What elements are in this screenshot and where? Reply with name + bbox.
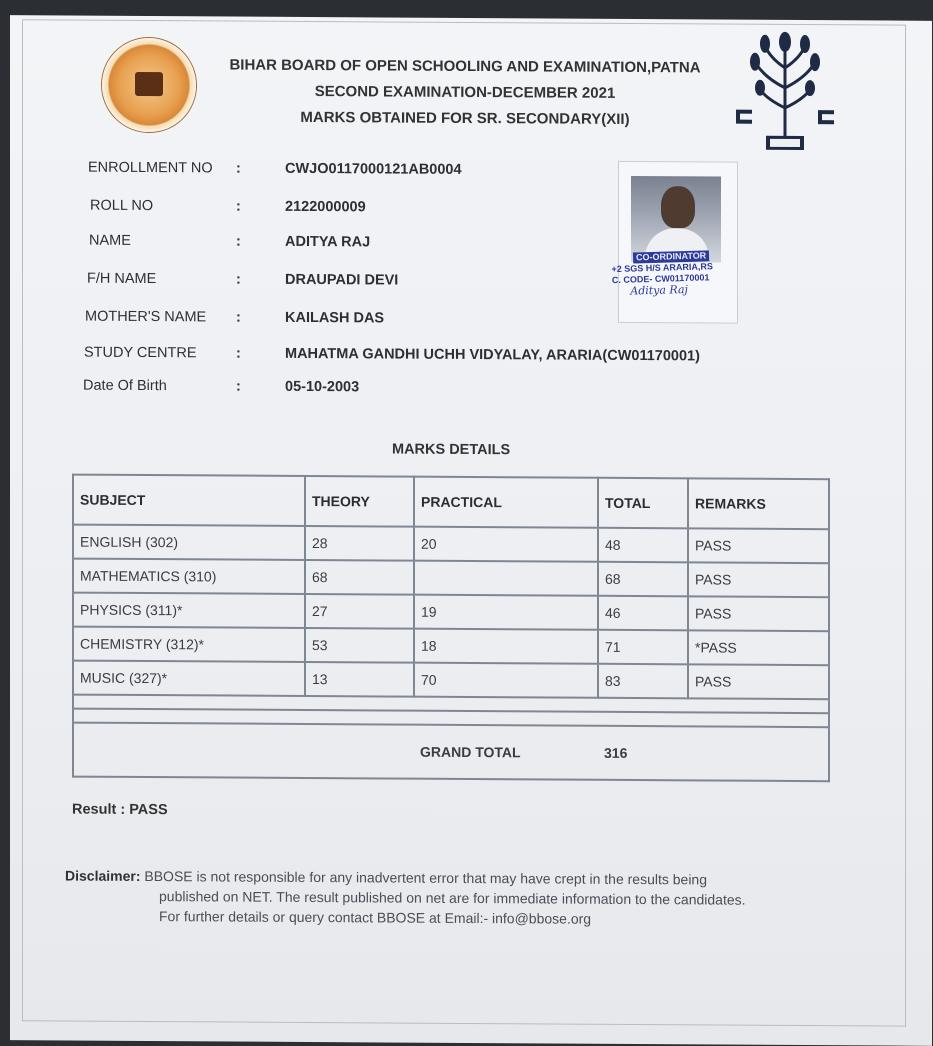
- header: [10, 15, 932, 141]
- marks-heading: MARKS OBTAINED FOR SR. SECONDARY(XII): [300, 108, 630, 128]
- grand-total-label: GRAND TOTAL: [414, 725, 598, 780]
- signature: Aditya Raj: [630, 282, 689, 298]
- col-practical: PRACTICAL: [414, 477, 598, 528]
- total-cell: 71: [598, 630, 688, 665]
- total-cell: 68: [598, 562, 688, 597]
- header-titles: [185, 52, 745, 133]
- remarks-cell: PASS: [688, 528, 829, 563]
- enrollment-label: ENROLLMENT NO: [88, 159, 213, 177]
- table-row: [73, 627, 829, 666]
- centre-value: MAHATMA GANDHI UCHH VIDYALAY, ARARIA(CW01170001): [285, 345, 700, 365]
- practical-cell: [414, 561, 598, 596]
- remarks-cell: PASS: [688, 562, 829, 597]
- subject-cell: MATHEMATICS (310): [73, 559, 305, 594]
- col-remarks: REMARKS: [688, 478, 829, 529]
- table-row: [73, 525, 829, 564]
- subject-cell: MUSIC (327)*: [73, 661, 305, 696]
- subject-cell: PHYSICS (311)*: [73, 593, 305, 628]
- total-cell: 83: [598, 664, 688, 699]
- stamp-line2: +2 SGS H/S ARARIA,RS: [611, 261, 714, 275]
- total-cell: 46: [598, 596, 688, 631]
- table-row: [73, 661, 829, 700]
- disclaimer-line3: For further details or query contact BBOSE at Email:- info@bbose.org: [159, 908, 592, 927]
- exam-name: SECOND EXAMINATION-DECEMBER 2021: [314, 83, 616, 102]
- stamp-line3: C. CODE- CW01170001: [611, 272, 710, 286]
- practical-cell: 18: [414, 629, 598, 664]
- practical-cell: 20: [414, 527, 598, 562]
- stamp-title: CO-ORDINATOR: [633, 250, 710, 263]
- theory-cell: 28: [305, 526, 414, 561]
- total-cell: 48: [598, 528, 688, 563]
- subject-cell: ENGLISH (302): [73, 525, 305, 560]
- separator: :: [236, 271, 241, 288]
- table-header-row: [73, 475, 829, 530]
- theory-cell: 27: [305, 594, 414, 629]
- grand-total-value: 316: [598, 726, 688, 781]
- remarks-cell: *PASS: [688, 630, 829, 665]
- separator: :: [236, 309, 241, 326]
- mother-value: KAILASH DAS: [285, 309, 385, 327]
- dob-value: 05-10-2003: [285, 378, 360, 396]
- theory-cell: 53: [305, 628, 414, 663]
- remarks-cell: PASS: [688, 664, 829, 699]
- name-value: ADITYA RAJ: [285, 233, 371, 251]
- separator: :: [236, 345, 241, 362]
- centre-label: STUDY CENTRE: [84, 344, 197, 362]
- father-label: F/H NAME: [87, 270, 157, 288]
- theory-cell: 13: [305, 662, 414, 697]
- disclaimer: [65, 866, 845, 931]
- table-row: [73, 559, 829, 598]
- name-label: NAME: [89, 232, 131, 249]
- board-name: BIHAR BOARD OF OPEN SCHOOLING AND EXAMINATION,PATNA: [229, 56, 701, 77]
- separator: :: [236, 198, 241, 215]
- coordinator-stamp: [611, 249, 743, 317]
- table-row: [73, 593, 829, 632]
- separator: :: [236, 378, 241, 395]
- roll-value: 2122000009: [285, 198, 366, 216]
- disclaimer-line2: published on NET. The result published on net are for immediate information to the candidates.: [159, 888, 746, 908]
- col-theory: THEORY: [305, 476, 414, 527]
- col-subject: SUBJECT: [73, 475, 305, 526]
- separator: :: [236, 160, 241, 177]
- disclaimer-line1: BBOSE is not responsible for any inadvertent error that may have crept in the results being: [144, 868, 707, 888]
- grand-total-row: [73, 723, 829, 782]
- disclaimer-label: Disclaimer:: [65, 867, 141, 884]
- roll-label: ROLL NO: [90, 197, 154, 215]
- board-logo-icon: [102, 38, 196, 133]
- result-text: Result : PASS: [72, 801, 168, 819]
- marks-table: [72, 474, 830, 783]
- marks-details-title: MARKS DETAILS: [392, 441, 511, 459]
- mother-label: MOTHER'S NAME: [85, 308, 207, 326]
- col-total: TOTAL: [598, 478, 688, 529]
- father-value: DRAUPADI DEVI: [285, 271, 399, 289]
- theory-cell: 68: [305, 560, 414, 595]
- enrollment-value: CWJO0117000121AB0004: [285, 160, 462, 178]
- subject-cell: CHEMISTRY (312)*: [73, 627, 305, 662]
- marksheet-page: [10, 15, 932, 1046]
- practical-cell: 19: [414, 595, 598, 630]
- bihar-emblem-icon: [730, 28, 840, 159]
- practical-cell: 70: [414, 663, 598, 698]
- remarks-cell: PASS: [688, 596, 829, 631]
- separator: :: [236, 233, 241, 250]
- dob-label: Date Of Birth: [83, 377, 167, 395]
